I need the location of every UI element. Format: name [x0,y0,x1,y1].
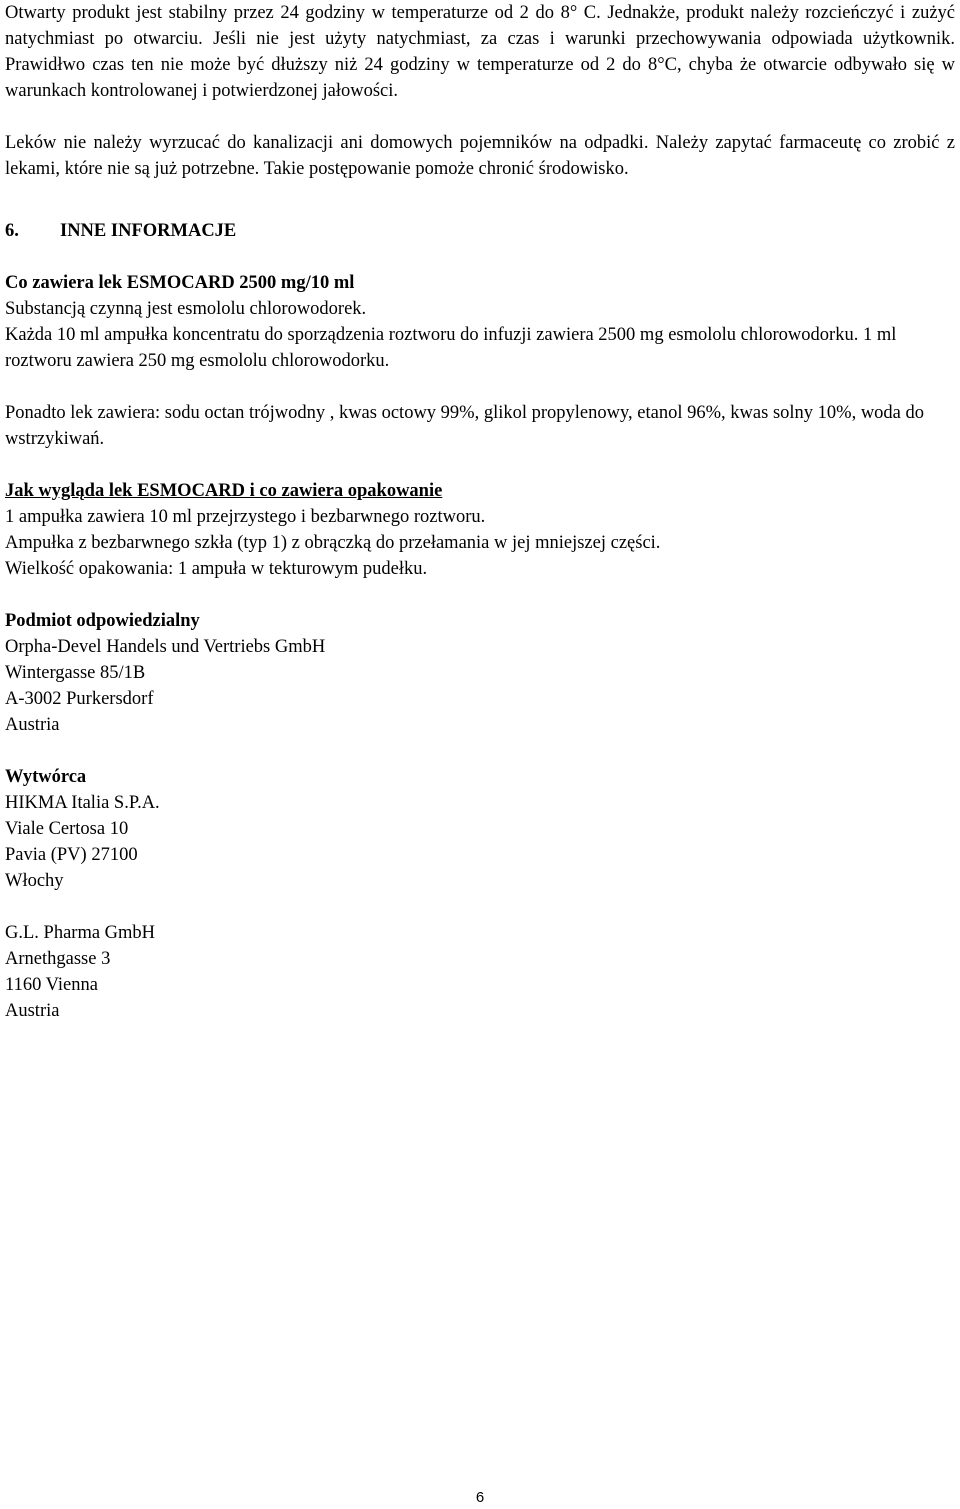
mah-line: Wintergasse 85/1B [5,663,146,683]
contents-heading: Co zawiera lek ESMOCARD 2500 mg/10 ml [5,273,355,293]
mah-line: Austria [5,715,60,735]
manufacturer-heading: Wytwórca [5,767,87,787]
appearance-line-1: 1 ampułka zawiera 10 ml przejrzystego i bezbarwnego roztworu. [5,507,486,527]
document-page [5,0,955,1024]
section-6-heading [5,218,955,244]
section-number: 6. [5,221,19,241]
manufacturer-1-line: Pavia (PV) 27100 [5,845,138,865]
manufacturer-2-line: G.L. Pharma GmbH [5,923,156,943]
mah-line: A-3002 Purkersdorf [5,689,154,709]
disposal-paragraph: Leków nie należy wyrzucać do kanalizacji ani domowych pojemników na odpadki. Należy zapytać farmaceutę co zrobić z lekami, które nie są już potrzebne. Takie postępowanie pomoże chronić środowisko. [5,133,955,179]
manufacturer-1-line: Viale Certosa 10 [5,819,129,839]
active-substance-line: Substancją czynną jest esmololu chlorowodorek. [5,299,367,319]
page-number: 6 [475,1489,485,1506]
mah-line: Orpha-Devel Handels und Vertriebs GmbH [5,637,326,657]
mah-heading: Podmiot odpowiedzialny [5,611,200,631]
ampoule-composition: Każda 10 ml ampułka koncentratu do sporządzenia roztworu do infuzji zawiera 2500 mg esmololu chlorowodorku. 1 ml roztworu zawiera 250 mg esmololu chlorowodorku. [5,325,897,371]
appearance-line-3: Wielkość opakowania: 1 ampuła w tekturowym pudełku. [5,559,428,579]
excipients-paragraph: Ponadto lek zawiera: sodu octan trójwodny , kwas octowy 99%, glikol propylenowy, etanol 96%, kwas solny 10%, woda do wstrzykiwań. [5,403,925,449]
section-title: INNE INFORMACJE [60,221,237,241]
manufacturer-2-line: 1160 Vienna [5,975,98,995]
appearance-line-2: Ampułka z bezbarwnego szkła (typ 1) z obrączką do przełamania w jej mniejszej części. [5,533,661,553]
manufacturer-2-line: Austria [5,1001,60,1021]
manufacturer-1-line: Włochy [5,871,64,891]
storage-paragraph-1: Otwarty produkt jest stabilny przez 24 godziny w temperaturze od 2 do 8° C. Jednakże, produkt należy rozcieńczyć i zużyć natychmiast po otwarciu. Jeśli nie jest użyty natychmiast, za czas i warunki przechowywania odpowiada użytkownik. Prawidłwo czas ten nie może być dłuższy niż 24 godziny w temperaturze od 2 do 8°C, chyba że otwarcie odbywało się w warunkach kontrolowanej i potwierdzonej jałowości. [5,3,955,101]
manufacturer-2-line: Arnethgasse 3 [5,949,111,969]
manufacturer-1-line: HIKMA Italia S.P.A. [5,793,160,813]
appearance-heading: Jak wygląda lek ESMOCARD i co zawiera opakowanie [5,481,443,501]
